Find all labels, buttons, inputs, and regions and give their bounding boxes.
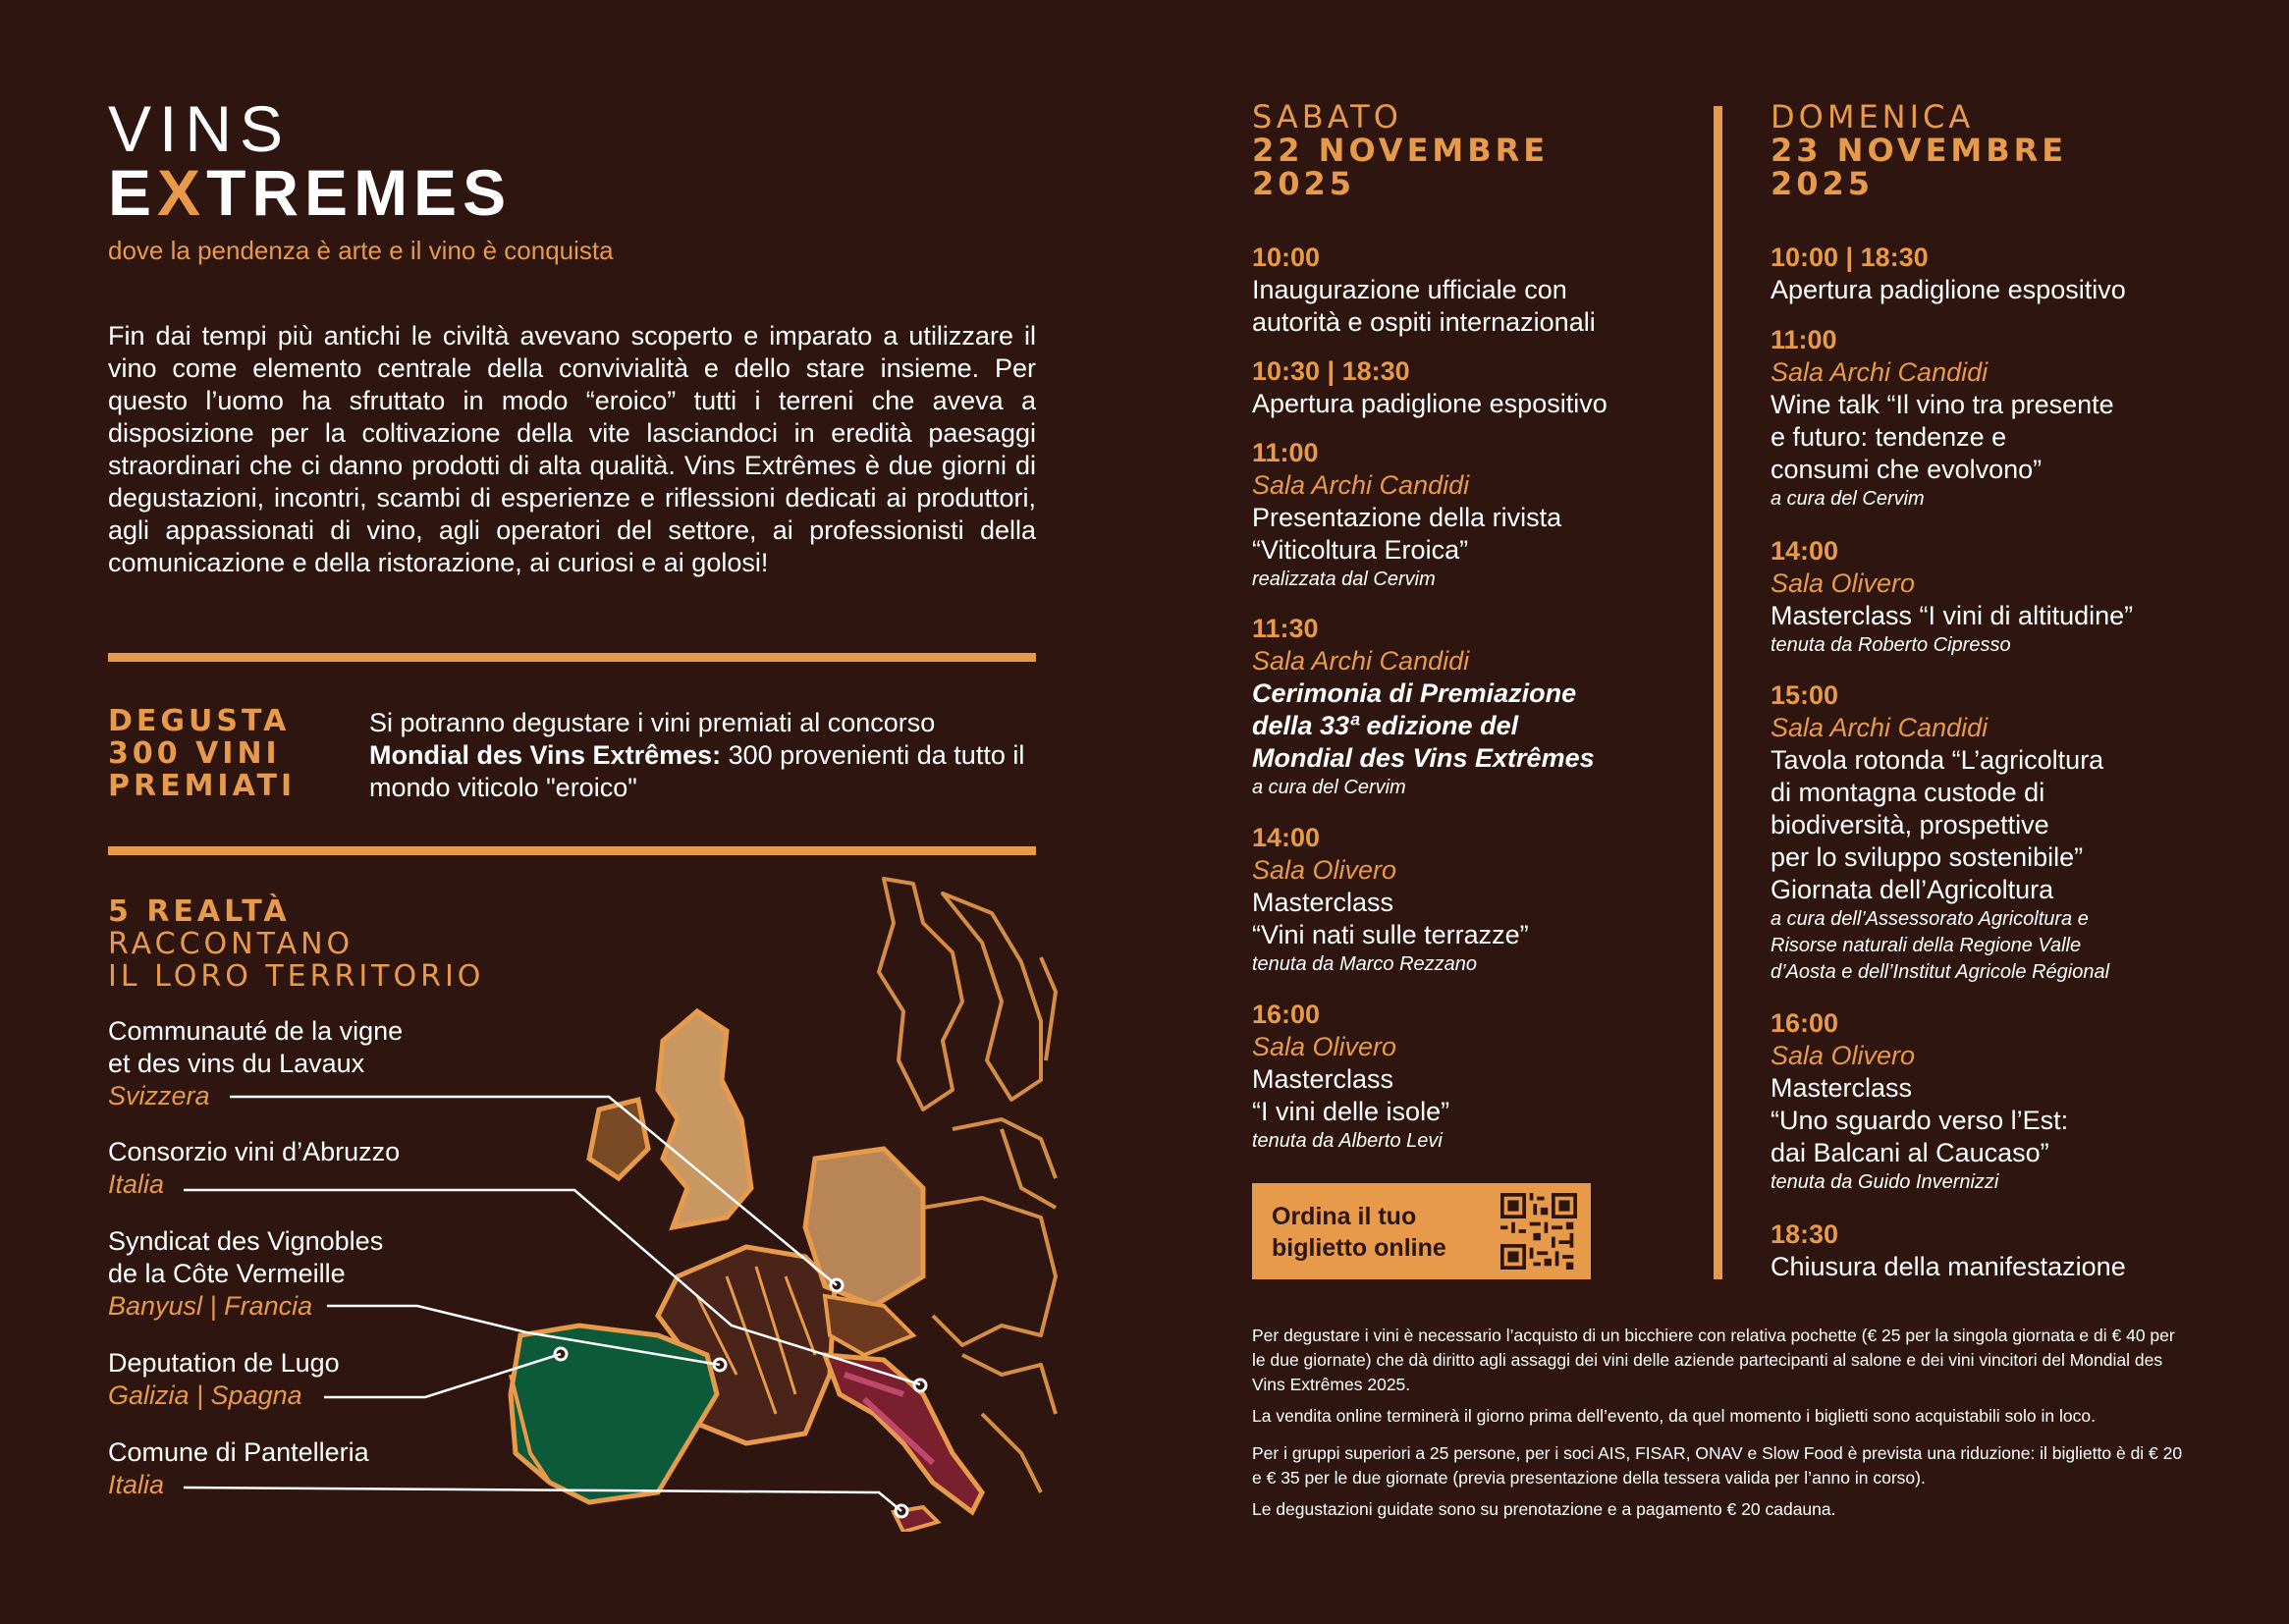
marker-abruzzo (914, 1380, 926, 1391)
entity-cote-vermeille: Syndicat des Vignobles de la Côte Vermeille Banyusl | Francia (108, 1226, 384, 1321)
title-line-1: VINS (108, 92, 292, 165)
sun-event-4: 15:00 Sala Archi Candidi Tavola rotonda “L’agricoltura di montagna custode di biodiversità, prospettive per lo sviluppo sostenibile” Giornata dell’Agricoltura a cura dell’Assessorato Agricoltura e Risorse naturali della Regione Valle d’Aosta e dell’Institut Agricole Régional (1771, 680, 2110, 983)
sat-event-1: 10:00 Inaugurazione ufficiale con autorità e ospiti internazionali (1252, 243, 1596, 337)
sunday-heading: DOMENICA 23 NOVEMBRE 2025 (1771, 98, 2068, 202)
sun-event-3: 14:00 Sala Olivero Masterclass “I vini di altitudine” tenuta da Roberto Cipresso (1771, 536, 2134, 656)
divider-rule (108, 846, 1036, 855)
degusta-text: Si potranno degustare i vini premiati al concorso Mondial des Vins Extrêmes: 300 provenienti da tutto il mondo viticolo "eroico" (369, 708, 1025, 802)
sun-event-6: 18:30 Chiusura della manifestazione (1771, 1219, 2126, 1281)
sat-event-4: 11:30 Sala Archi Candidi Cerimonia di Premiazione della 33ª edizione del Mondial des Vins Extrêmes a cura del Cervim (1252, 614, 1595, 798)
ticket-order-button[interactable] (1252, 1183, 1591, 1279)
qr-code-icon[interactable] (1500, 1193, 1577, 1270)
uk-shape (658, 1011, 751, 1227)
iberia-shape (511, 1326, 717, 1502)
scandinavia-outline (879, 879, 962, 1110)
realta-heading: 5 REALTÀ RACCONTANO IL LORO TERRITORIO (108, 894, 485, 994)
ticket-label[interactable]: Ordina il tuo biglietto online (1272, 1203, 1446, 1262)
sat-event-3: 11:00 Sala Archi Candidi Presentazione della rivista “Viticoltura Eroica” realizzata dal Cervim (1252, 438, 1562, 590)
sun-event-2: 11:00 Sala Archi Candidi Wine talk “Il vino tra presente e futuro: tendenze e consumi che evolvono” a cura del Cervim (1771, 325, 2114, 510)
entity-abruzzo: Consorzio vini d’Abruzzo Italia (108, 1137, 401, 1199)
sun-event-1: 10:00 | 18:30 Apertura padiglione espositivo (1771, 243, 2126, 304)
sat-event-6: 16:00 Sala Olivero Masterclass “I vini delle isole” tenuta da Alberto Levi (1252, 1000, 1450, 1152)
saturday-heading: SABATO 22 NOVEMBRE 2025 (1252, 98, 1550, 202)
entity-pantelleria: Comune di Pantelleria Italia (108, 1437, 369, 1499)
fineprint-1: Per degustare i vini è necessario l’acquisto di un bicchiere con relativa pochette (€ 25 per la singola giornata e di € 40 per le due giornate) che dà diritto agli assaggi dei vini delle aziende partecipanti al salone e dei vini vincitori del Mondial des Vins Extrêmes 2025. (1252, 1326, 2175, 1394)
finland-outline (943, 893, 1041, 1100)
intro-paragraph: Fin dai tempi più antichi le civiltà avevano scoperto e imparato a utilizzare il vino come elemento centrale della convivialità e dello stare insieme. Per questo l’uomo ha sfruttato in modo “eroico” tutti i terreni che aveva a disposizione per la coltivazione della vite lasciandoci in eredità paesaggi straordinari che ci danno prodotti di alta qualità. Vins Extrêmes è due giorni di degustazioni, incontri, scambi di esperienze e riflessioni dedicati ai produttori, agli appassionati di vino, agli operatori del settore, ai professionisti della comunicazione e della ristorazione, ai curiosi e ai golosi! (108, 321, 1036, 577)
divider-rule (108, 653, 1036, 662)
degusta-heading: DEGUSTA 300 VINI PREMIATI (108, 704, 297, 803)
marker-banyuls (714, 1359, 726, 1371)
germany-shape (805, 1149, 923, 1306)
fineprint-4: Le degustazioni guidate sono su prenotazione e a pagamento € 20 cadauna. (1252, 1499, 1836, 1519)
sat-event-5: 14:00 Sala Olivero Masterclass “Vini nati sulle terrazze” tenuta da Marco Rezzano (1252, 823, 1529, 975)
ireland-shape (589, 1100, 648, 1178)
title-line-2: EXTREMES (108, 156, 513, 229)
subtitle: dove la pendenza è arte e il vino è conquista (108, 236, 614, 265)
title-x-letter: X (157, 156, 207, 229)
sat-event-2: 10:30 | 18:30 Apertura padiglione espositivo (1252, 356, 1608, 418)
marker-pantelleria (896, 1505, 907, 1517)
sun-event-5: 16:00 Sala Olivero Masterclass “Uno sguardo verso l’Est: dai Balcani al Caucaso” tenuta da Guido Invernizzi (1771, 1008, 2069, 1193)
column-divider (1714, 106, 1722, 1279)
fineprint-2: La vendita online terminerà il giorno prima dell’evento, da quel momento i biglietti sono acquistabili solo in loco. (1252, 1406, 2096, 1426)
marker-lugo (555, 1348, 567, 1360)
fineprint-3: Per i gruppi superiori a 25 persone, per i soci AIS, FISAR, ONAV e Slow Food è prevista una riduzione: il biglietto è di € 20 e € 35 per le due giornate (previa presentazione della tessera valida per l’anno in corso). (1252, 1443, 2183, 1488)
entity-lavaux: Communauté de la vigne et des vins du Lavaux Svizzera (108, 1016, 404, 1110)
marker-lavaux (831, 1279, 843, 1291)
entity-lugo: Deputation de Lugo Galizia | Spagna (108, 1348, 340, 1410)
europe-map (491, 864, 1061, 1532)
